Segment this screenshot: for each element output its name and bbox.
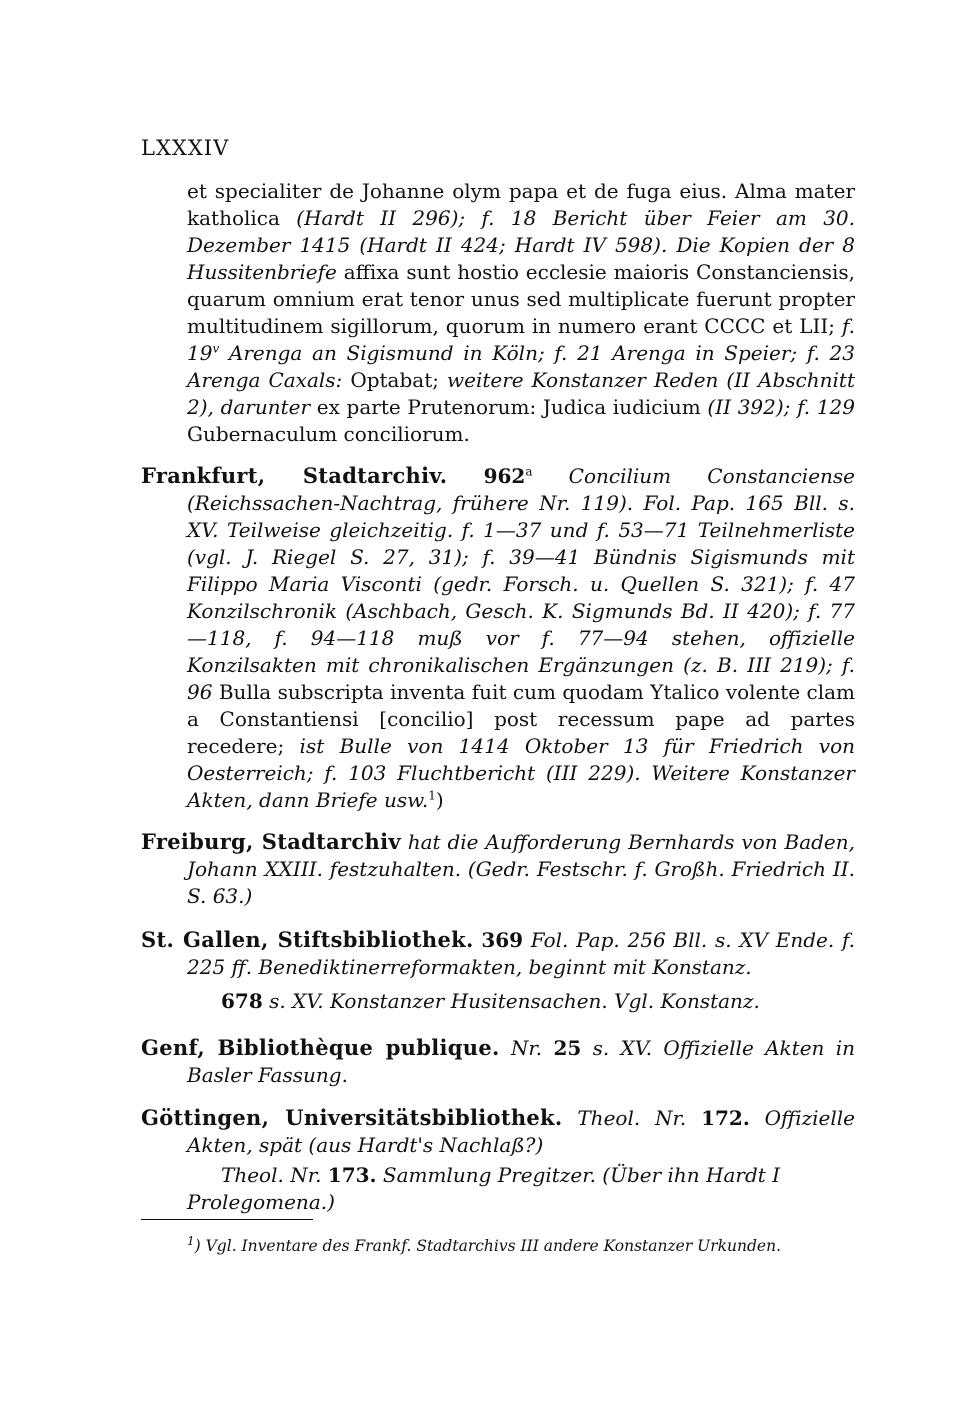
para-text: Optabat; xyxy=(350,368,447,392)
superscript: a xyxy=(525,464,533,479)
para-text-italic: f. 19 xyxy=(187,314,855,365)
footnote-rule xyxy=(141,1219,313,1220)
library-name: Freiburg, Stadtarchiv xyxy=(141,829,401,854)
entry-text-italic: Sammlung Pregitzer. (Über ihn Hardt I Prolegomena.) xyxy=(187,1163,781,1214)
entry-text-italic: Theol. Nr. xyxy=(562,1106,702,1130)
entry-text-italic: Concilium Constanciense (Reichssachen-Nachtrag, frühere Nr. 119). Fol. Pap. 165 Bll. s. XV. Teilweise gleichzeitig. f. 1—37 und f. 53—71 Teilnehmerliste (vgl. J. Riegel S. 27, 31); f. 39—41 Bündnis Sigismunds mit Filippo Maria Visconti (gedr. Forsch. u. Quellen S. 321); f. 47 Konzilschronik (Aschbach, Gesch. K. Sigmunds Bd. II 420); f. 77—118, f. 94—118 muß vor f. 77—94 stehen, offizielle Konzilsakten mit chronikalischen Ergänzungen (z. B. III 219); f. 96 xyxy=(187,464,856,704)
page-number: LXXXIV xyxy=(141,136,230,160)
para-text: affixa sunt hostio ecclesie maioris Constanciensis, quarum omnium erat tenor unus sed multiplicate fuerunt propter multitudinem sigillorum, quorum in numero erant CCCC et LII; xyxy=(187,260,855,338)
entry-goettingen xyxy=(141,1104,855,1159)
entry-text-italic: Fol. Pap. 256 Bll. s. XV Ende. f. 225 ff. Benediktinerreformakten, beginnt mit Konstanz. xyxy=(187,928,855,979)
shelfmark-number: 962 xyxy=(483,464,526,488)
para-text: et specialiter de Johanne olym papa et de fuga eius. Alma mater katholica xyxy=(187,179,855,230)
entry-freiburg xyxy=(141,828,855,910)
entry-st-gallen-sub xyxy=(141,988,889,1015)
continuation-paragraph xyxy=(141,178,855,448)
shelfmark-number: 25 xyxy=(553,1036,582,1060)
entry-st-gallen xyxy=(141,926,855,981)
footnote xyxy=(187,1233,781,1256)
entry-goettingen-sub xyxy=(141,1162,855,1216)
library-name: St. Gallen, Stiftsbibliothek. xyxy=(141,927,474,952)
library-name: Frankfurt, Stadtarchiv. xyxy=(141,463,448,488)
entry-text-italic: s. XV. Konstanzer Husitensachen. Vgl. Konstanz. xyxy=(262,989,760,1013)
entry-text-italic: Offizielle Akten, spät (aus Hardt's Nachlaß?) xyxy=(187,1106,855,1157)
superscript: v xyxy=(212,341,220,356)
entry-genf xyxy=(141,1034,855,1089)
shelfmark-number: 369 xyxy=(481,928,524,952)
entry-text-italic: hat die Aufforderung Bernhards von Baden, Johann XXIII. festzuhalten. (Gedr. Festschr. f. Großh. Friedrich II. S. 63.) xyxy=(187,830,855,908)
footnote-mark: 1 xyxy=(187,1233,195,1248)
shelfmark-number: 172. xyxy=(701,1106,750,1130)
para-text-italic: (Hardt II 296); f. 18 Bericht über Feier am 30. Dezember 1415 (Hardt II 424; Hardt IV 598). Die Kopien der 8 Hussitenbriefe xyxy=(187,206,856,284)
para-text: ex parte Prutenorum: Judica iudicium xyxy=(310,395,708,419)
shelfmark-number: 678 xyxy=(221,989,263,1013)
footnote-text: ) Vgl. Inventare des Frankf. Stadtarchivs III andere Konstanzer Urkunden. xyxy=(194,1237,781,1255)
para-text-italic: Arenga an Sigismund in Köln; f. 21 Arenga in Speier; f. 23 Arenga Caxals: xyxy=(187,341,855,392)
para-text-italic: (II 392); f. 129 xyxy=(707,395,855,419)
footnote-ref: 1 xyxy=(428,788,436,803)
entry-text: Bulla subscripta inventa fuit cum quodam Ytalico volente clam a Constantiensi [concilio] post recessum pape ad partes recedere; xyxy=(187,680,855,758)
library-name: Genf, Bibliothèque publique. xyxy=(141,1035,500,1060)
para-text: Gubernaculum conciliorum. xyxy=(187,422,470,446)
shelfmark-number: 173. xyxy=(327,1163,377,1187)
entry-text-italic: s. XV. Offizielle Akten in Basler Fassung. xyxy=(187,1036,856,1087)
entry-text-italic: Nr. xyxy=(499,1036,554,1060)
library-name: Göttingen, Universitätsbibliothek. xyxy=(141,1105,563,1130)
entry-text-italic: ist Bulle von 1414 Oktober 13 für Friedrich von Oesterreich; f. 103 Fluchtbericht (III 229). Weitere Konstanzer Akten, dann Briefe usw. xyxy=(187,734,855,812)
para-text-italic: weitere Konstanzer Reden (II Abschnitt 2), darunter xyxy=(187,368,855,419)
entry-frankfurt xyxy=(141,462,855,814)
entry-text: ) xyxy=(435,788,444,812)
entry-text-italic: Theol. Nr. xyxy=(221,1163,328,1187)
